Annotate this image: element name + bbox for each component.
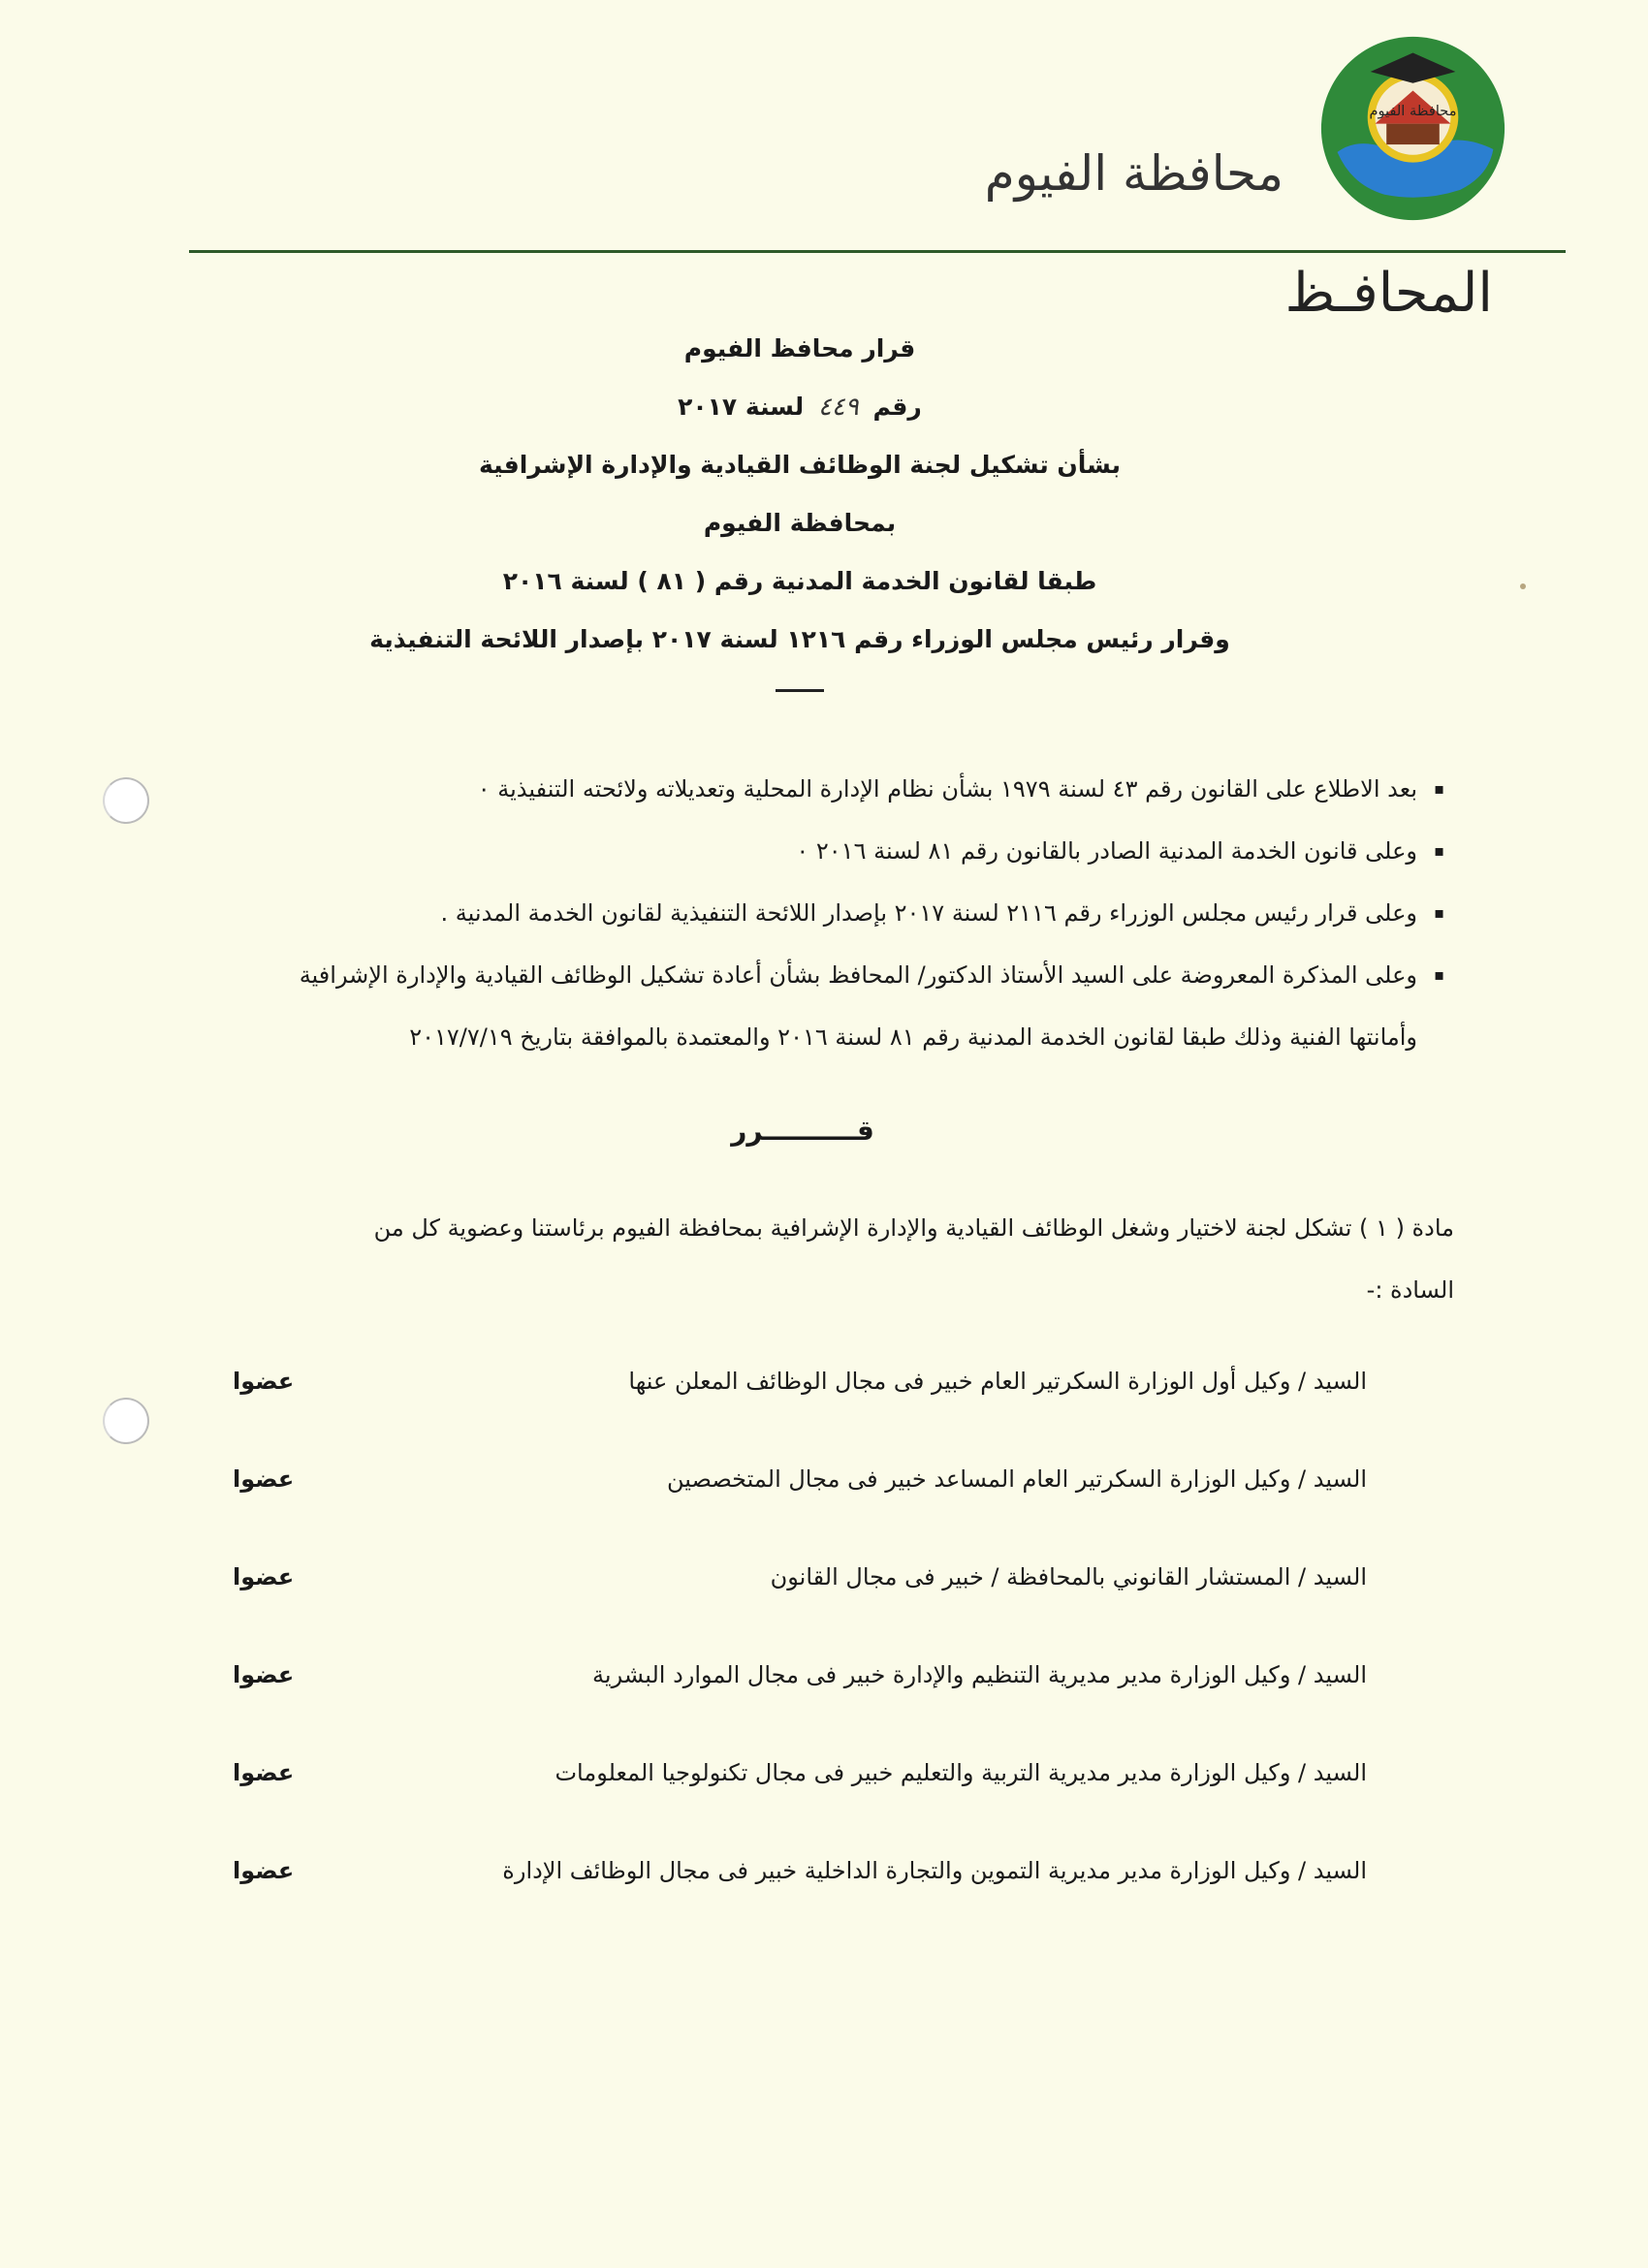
title-separator (776, 689, 824, 692)
paper-speck (1520, 583, 1526, 589)
preamble-item-continuation (68, 1006, 1444, 1068)
punch-hole (103, 777, 149, 824)
member-row (233, 1846, 1367, 1944)
decree-year: لسنة ٢٠١٧ (678, 393, 805, 421)
preamble-list (68, 758, 1444, 1068)
decree-cabinet-reference: وقرار رئيس مجلس الوزراء رقم ١٢١٦ لسنة ٢٠١٧ بإصدار اللائحة التنفيذية (369, 625, 1230, 653)
preamble-item (68, 758, 1444, 820)
preamble-item (68, 820, 1444, 882)
member-row (233, 1455, 1367, 1553)
bullet-icon: ▪ (1434, 779, 1444, 798)
member-row (233, 1651, 1367, 1748)
member-role: عضوا (233, 1661, 295, 1688)
decree-title: قرار محافظ الفيوم (683, 334, 916, 362)
committee-members (233, 1357, 1367, 1944)
preamble-item (68, 944, 1444, 1006)
member-role: عضوا (233, 1465, 295, 1493)
member-role: عضوا (233, 1368, 295, 1395)
member-row (233, 1748, 1367, 1846)
member-role: عضوا (233, 1759, 295, 1786)
bullet-icon: ▪ (1434, 965, 1444, 984)
fayoum-governorate-logo (1318, 34, 1507, 223)
logo-caption: محافظة الفيوم (1369, 102, 1457, 119)
preamble-text: وعلى المذكرة المعروضة على السيد الأستاذ الدكتور/ المحافظ بشأن أعادة تشكيل الوظائف القيادية والإدارة الإشرافية (299, 961, 1417, 989)
article-1 (194, 1197, 1454, 1321)
article-1-continuation: السادة :- (1366, 1276, 1454, 1304)
member-row (233, 1553, 1367, 1651)
member-title: السيد / وكيل الوزارة مدير مديرية التنظيم والإدارة خبير فى مجال الموارد البشرية (592, 1661, 1367, 1688)
article-1-text: مادة ( ١ ) تشكل لجنة لاختيار وشغل الوظائف القيادية والإدارة الإشرافية بمحافظة الفيوم برئاستنا وعضوية كل من (373, 1214, 1454, 1242)
decree-number-handwritten: ٤٤٩ (817, 393, 859, 422)
preamble-text: بعد الاطلاع على القانون رقم ٤٣ لسنة ١٩٧٩ بشأن نظام الإدارة المحلية وتعديلاته ولائحته التنفيذية ٠ (477, 775, 1417, 803)
header-divider (189, 250, 1566, 253)
decree-title-block (0, 320, 1600, 669)
decree-location: بمحافظة الفيوم (703, 509, 897, 537)
decree-number-line (0, 378, 1600, 436)
member-title: السيد / المستشار القانوني بالمحافظة / خبير فى مجال القانون (770, 1563, 1367, 1591)
member-role: عضوا (233, 1563, 295, 1591)
bullet-icon: ▪ (1434, 903, 1444, 922)
member-title: السيد / وكيل الوزارة مدير مديرية التموين والتجارة الداخلية خبير فى مجال الوظائف الإدارة (502, 1857, 1367, 1884)
member-title: السيد / وكيل الوزارة مدير مديرية التربية والتعليم خبير فى مجال تكنولوجيا المعلومات (555, 1759, 1367, 1786)
member-title: السيد / وكيل الوزارة السكرتير العام المساعد خبير فى مجال المتخصصين (667, 1465, 1367, 1493)
decision-heading: قــــــــــرر (731, 1115, 874, 1147)
preamble-text: وعلى قانون الخدمة المدنية الصادر بالقانون رقم ٨١ لسنة ٢٠١٦ ٠ (796, 837, 1417, 865)
organization-name: محافظة الفيوم (984, 145, 1284, 202)
decree-legal-basis: طبقا لقانون الخدمة المدنية رقم ( ٨١ ) لسنة ٢٠١٦ (502, 567, 1097, 595)
member-title: السيد / وكيل أول الوزارة السكرتير العام خبير فى مجال الوظائف المعلن عنها (628, 1368, 1367, 1395)
preamble-item (68, 882, 1444, 944)
punch-hole (103, 1398, 149, 1444)
preamble-text: وعلى قرار رئيس مجلس الوزراء رقم ٢١١٦ لسنة ٢٠١٧ بإصدار اللائحة التنفيذية لقانون الخدمة المدنية . (440, 899, 1417, 927)
preamble-text: وأمانتها الفنية وذلك طبقا لقانون الخدمة المدنية رقم ٨١ لسنة ٢٠١٦ والمعتمدة بالموافقة بتاريخ ٢٠١٧/٧/١٩ (409, 1024, 1417, 1051)
decree-number-prefix: رقم (872, 393, 922, 421)
member-row (233, 1357, 1367, 1455)
decree-subject: بشأن تشكيل لجنة الوظائف القيادية والإدارة الإشرافية (479, 451, 1121, 479)
bullet-icon: ▪ (1434, 841, 1444, 860)
office-title: المحافـظ (1284, 262, 1493, 325)
member-role: عضوا (233, 1857, 295, 1884)
